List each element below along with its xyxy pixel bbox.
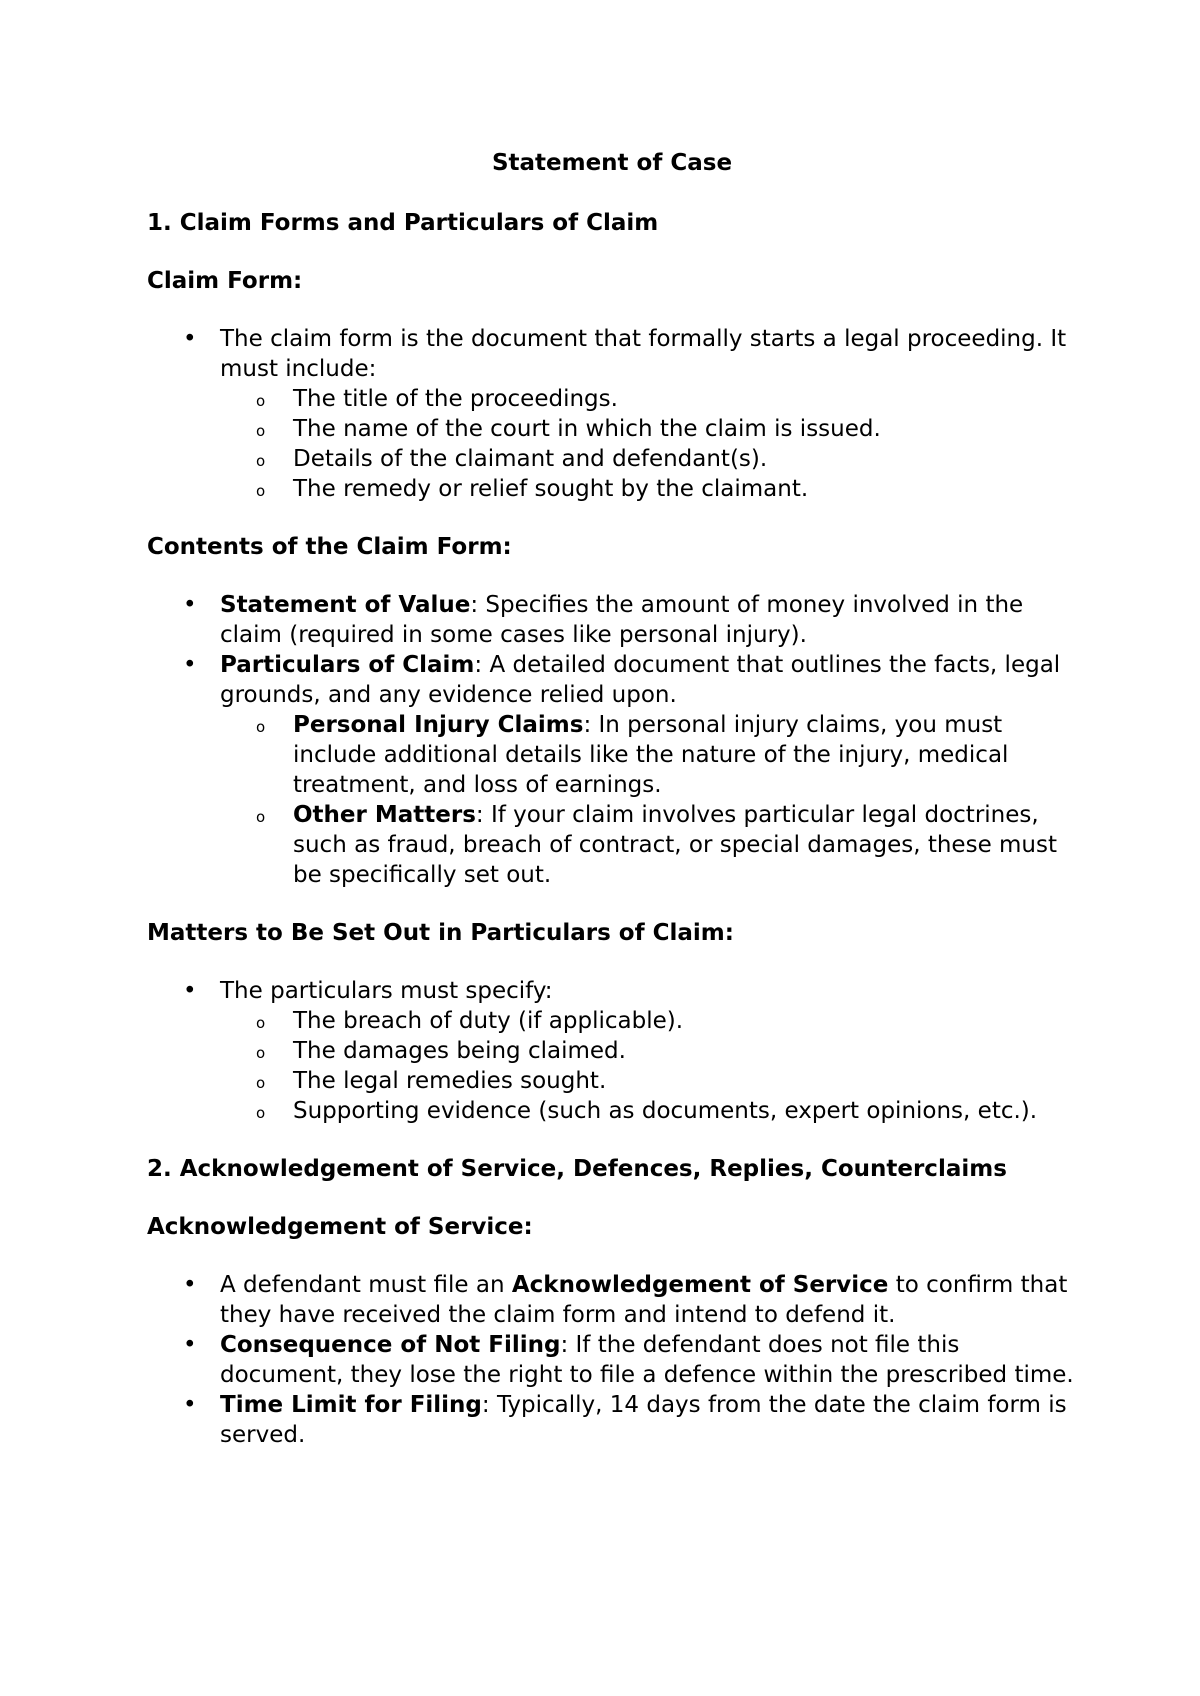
list-item — [220, 710, 1077, 800]
claim-form-intro: The claim form is the document that formally starts a legal proceeding. It must include: — [220, 326, 1067, 382]
particulars-label: Particulars of Claim — [220, 652, 475, 678]
list-item: o The title of the proceedings. — [220, 384, 1077, 414]
list-item: o The damages being claimed. — [220, 1036, 1077, 1066]
time-limit-text: : Typically, 14 days from the date the claim form is served. — [220, 1392, 1067, 1448]
other-matters-label: Other Matters — [293, 802, 476, 828]
list-item: o Details of the claimant and defendant(s). — [220, 444, 1077, 474]
claim-form-sublist — [220, 384, 1077, 504]
ack-b1-post: to confirm that they have received the claim form and intend to defend it. — [220, 1272, 1068, 1328]
particulars-text: : A detailed document that outlines the facts, legal grounds, and any evidence relied upon. — [220, 652, 1061, 708]
matters-sublist — [220, 1006, 1077, 1126]
particulars-sublist — [220, 710, 1077, 890]
matters-intro: The particulars must specify: — [220, 978, 553, 1004]
page-title: Statement of Case — [491, 150, 733, 176]
list-item — [220, 800, 1077, 890]
ack-b1-bold: Acknowledgement of Service — [511, 1272, 889, 1298]
list-item — [147, 1330, 1077, 1390]
consequence-text: : If the defendant does not file this document, they lose the right to file a defence within the prescribed time. — [220, 1332, 1074, 1388]
list-item: o The legal remedies sought. — [220, 1066, 1077, 1096]
contents-list — [147, 590, 1077, 890]
statement-of-value-label: Statement of Value — [220, 592, 471, 618]
contents-heading: Contents of the Claim Form: — [147, 534, 512, 560]
list-item — [147, 1390, 1077, 1450]
matters-list — [147, 976, 1077, 1126]
claim-form-heading: Claim Form: — [147, 268, 303, 294]
section-2-heading: 2. Acknowledgement of Service, Defences, Replies, Counterclaims — [147, 1156, 1007, 1182]
list-item — [147, 590, 1077, 650]
list-item — [147, 1270, 1077, 1330]
list-item: o The breach of duty (if applicable). — [220, 1006, 1077, 1036]
list-item — [147, 650, 1077, 890]
section-1-heading: 1. Claim Forms and Particulars of Claim — [147, 210, 659, 236]
ack-b1-pre: A defendant must file an — [220, 1272, 512, 1298]
time-limit-label: Time Limit for Filing — [220, 1392, 482, 1418]
personal-injury-text: : In personal injury claims, you must include additional details like the nature of the injury, medical treatment, and loss of earnings. — [293, 712, 1009, 798]
list-item — [147, 324, 1077, 504]
personal-injury-label: Personal Injury Claims — [293, 712, 584, 738]
list-item — [147, 976, 1077, 1126]
ack-list — [147, 1270, 1077, 1450]
other-matters-text: : If your claim involves particular legal doctrines, such as fraud, breach of contract, or special damages, these must be specifically set out. — [293, 802, 1058, 888]
list-item: o The name of the court in which the claim is issued. — [220, 414, 1077, 444]
claim-form-list — [147, 324, 1077, 504]
ack-heading: Acknowledgement of Service: — [147, 1214, 533, 1240]
list-item: o Supporting evidence (such as documents, expert opinions, etc.). — [220, 1096, 1077, 1126]
list-item: o The remedy or relief sought by the claimant. — [220, 474, 1077, 504]
matters-heading: Matters to Be Set Out in Particulars of Claim: — [147, 920, 734, 946]
statement-of-value-text: : Specifies the amount of money involved in the claim (required in some cases like personal injury). — [220, 592, 1024, 648]
document-page — [147, 148, 1077, 1450]
consequence-label: Consequence of Not Filing — [220, 1332, 561, 1358]
